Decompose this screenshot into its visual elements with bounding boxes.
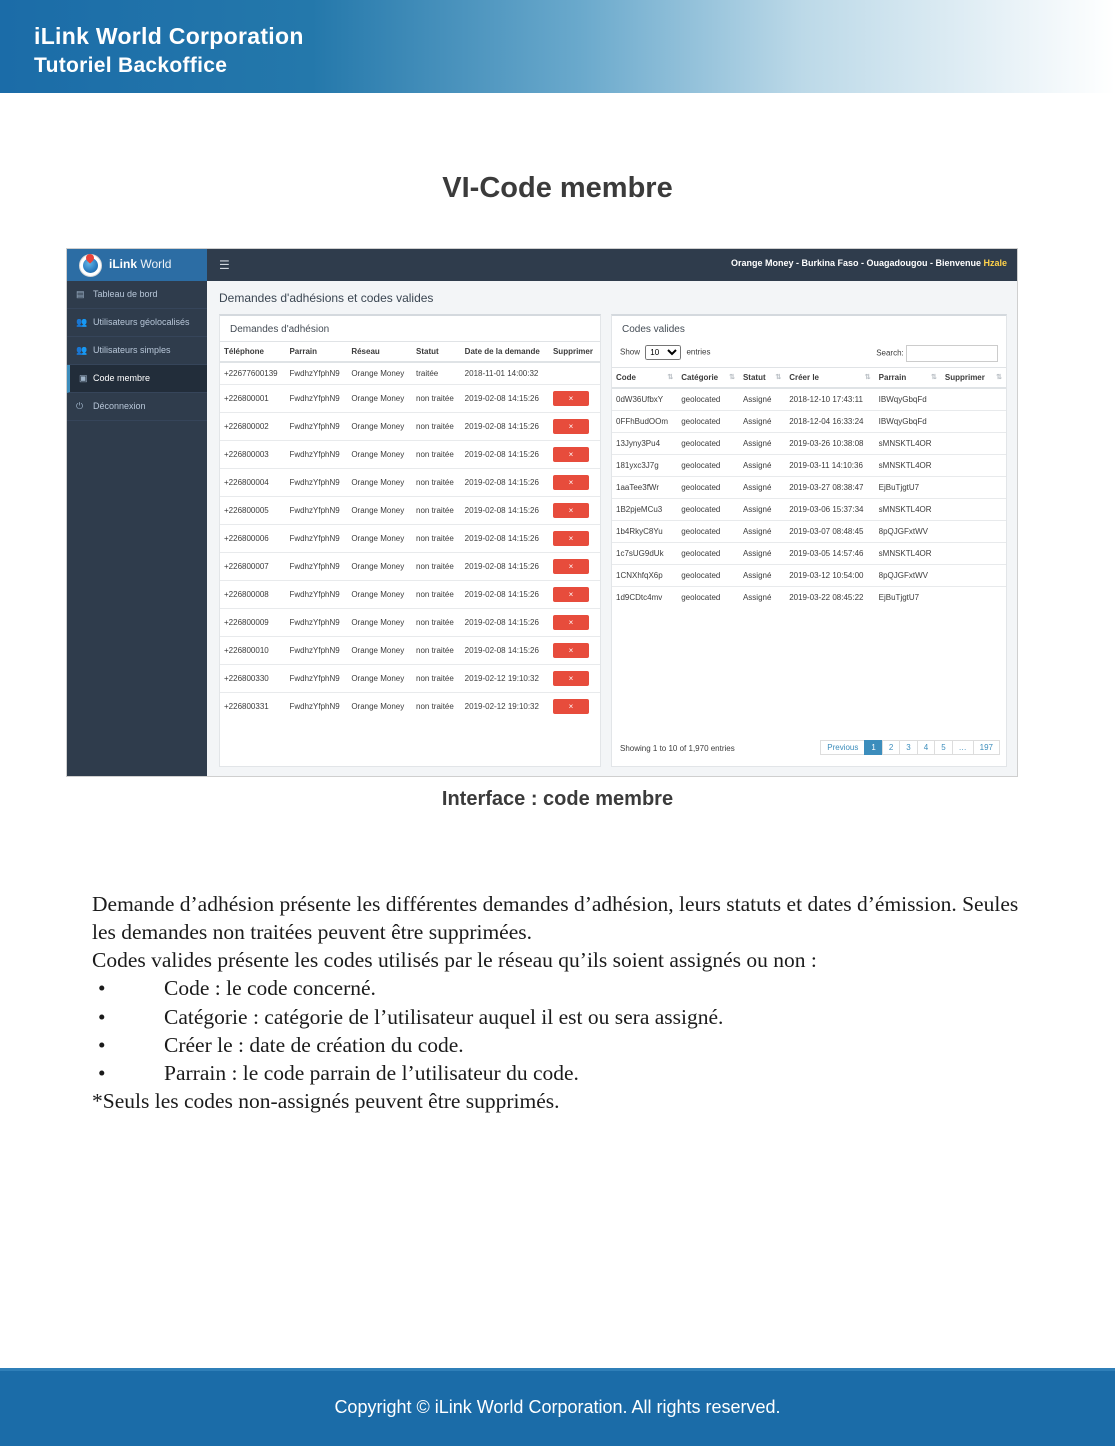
cell-statut: non traitée <box>412 665 461 693</box>
cell-code: 13Jyny3Pu4 <box>612 433 677 455</box>
cell-categorie: geolocated <box>677 433 739 455</box>
sidebar-item-code-membre[interactable] <box>67 365 207 393</box>
app-logo-text <box>109 257 171 271</box>
cell-categorie: geolocated <box>677 565 739 587</box>
cell-parrain: FwdhzYfphN9 <box>285 637 347 665</box>
column-date-demande: Date de la demande <box>461 342 549 363</box>
cell-reseau: Orange Money <box>347 665 412 693</box>
cell-parrain: EjBuTjgtU7 <box>875 477 941 499</box>
cell-telephone: +226800003 <box>220 441 285 469</box>
cell-parrain: FwdhzYfphN9 <box>285 553 347 581</box>
panel-codes-valides <box>611 314 1007 767</box>
navbar-user-info <box>731 258 1007 268</box>
cell-statut: non traitée <box>412 441 461 469</box>
cell-categorie: geolocated <box>677 388 739 411</box>
page-footer <box>0 1368 1115 1446</box>
cell-reseau: Orange Money <box>347 413 412 441</box>
column-statut[interactable] <box>739 368 785 389</box>
cell-statut: non traitée <box>412 385 461 413</box>
cell-telephone: +226800331 <box>220 693 285 721</box>
table-row <box>220 553 600 581</box>
cell-categorie: geolocated <box>677 521 739 543</box>
table-row <box>612 521 1006 543</box>
cell-creer-le: 2019-03-26 10:38:08 <box>785 433 874 455</box>
users-icon: 👥 <box>76 345 88 355</box>
cell-telephone: +226800002 <box>220 413 285 441</box>
search-input[interactable] <box>906 345 998 362</box>
cell-supprimer <box>941 388 1006 411</box>
cell-reseau: Orange Money <box>347 469 412 497</box>
app-content <box>207 281 1017 776</box>
delete-button[interactable]: × <box>553 559 589 574</box>
sidebar-item-label: Déconnexion <box>93 401 146 411</box>
bullet-item <box>92 1059 1022 1087</box>
cell-parrain: FwdhzYfphN9 <box>285 413 347 441</box>
cell-code: 1d9CDtc4mv <box>612 587 677 609</box>
cell-code: 0dW36UfbxY <box>612 388 677 411</box>
dashboard-icon: ▤ <box>76 289 85 299</box>
sort-icon[interactable]: ⇅ <box>667 374 674 381</box>
pagination-button[interactable]: 5 <box>934 740 952 755</box>
cell-reseau: Orange Money <box>347 441 412 469</box>
cell-statut: Assigné <box>739 543 785 565</box>
page-header-banner <box>0 0 1115 93</box>
cell-supprimer <box>549 441 600 469</box>
figure-caption: Interface : code membre <box>441 788 674 810</box>
cell-supprimer <box>941 499 1006 521</box>
table-row <box>612 543 1006 565</box>
sidebar-item-label: Utilisateurs géolocalisés <box>93 317 190 327</box>
table-row <box>220 665 600 693</box>
pagination-button[interactable]: 3 <box>899 740 917 755</box>
cell-date: 2019-02-08 14:15:26 <box>461 385 549 413</box>
table-row <box>220 441 600 469</box>
column-supprimer[interactable] <box>941 368 1006 389</box>
bullet-item <box>92 974 1022 1002</box>
cell-date: 2019-02-08 14:15:26 <box>461 609 549 637</box>
pagination-button[interactable]: 2 <box>882 740 900 755</box>
cell-statut: non traitée <box>412 609 461 637</box>
cell-parrain: FwdhzYfphN9 <box>285 693 347 721</box>
delete-button[interactable]: × <box>553 475 589 490</box>
users-icon: 👥 <box>76 317 88 327</box>
table-row <box>220 385 600 413</box>
cell-reseau: Orange Money <box>347 385 412 413</box>
cell-parrain: sMNSKTL4OR <box>875 455 941 477</box>
sidebar-item-label: Code membre <box>93 373 151 383</box>
cell-telephone: +22677600139 <box>220 362 285 385</box>
cell-supprimer <box>549 609 600 637</box>
table-row <box>220 525 600 553</box>
cell-creer-le: 2019-03-06 15:37:34 <box>785 499 874 521</box>
delete-button[interactable]: × <box>553 503 589 518</box>
column-creer-le-label: Créer le <box>789 373 819 382</box>
navbar-username: Hzale <box>983 258 1007 268</box>
cell-statut: non traitée <box>412 637 461 665</box>
datatable-controls <box>612 341 1006 367</box>
cell-categorie: geolocated <box>677 411 739 433</box>
pagination-button[interactable]: Previous <box>820 740 865 755</box>
cell-date: 2019-02-08 14:15:26 <box>461 553 549 581</box>
cell-parrain: sMNSKTL4OR <box>875 543 941 565</box>
cell-date: 2019-02-08 14:15:26 <box>461 637 549 665</box>
bullet-dot: • <box>98 976 106 1001</box>
paragraph-1: Demande d’adhésion présente les différentes demandes d’adhésion, leurs statuts et dates d’émission. Seules les demandes non traitées peuvent être supprimées. <box>92 892 1019 945</box>
cell-telephone: +226800001 <box>220 385 285 413</box>
table-row <box>220 581 600 609</box>
cell-date: 2019-02-08 14:15:26 <box>461 525 549 553</box>
column-reseau: Réseau <box>347 342 412 363</box>
codes-table <box>612 367 1006 608</box>
cell-parrain: FwdhzYfphN9 <box>285 497 347 525</box>
app-logo[interactable] <box>67 249 207 281</box>
column-statut-label: Statut <box>742 373 766 382</box>
pagination <box>821 740 1000 755</box>
cell-supprimer <box>941 411 1006 433</box>
cell-creer-le: 2019-03-12 10:54:00 <box>785 565 874 587</box>
column-telephone: Téléphone <box>220 342 285 363</box>
table-row <box>612 499 1006 521</box>
cell-supprimer <box>549 581 600 609</box>
bullet-item <box>92 1003 1022 1031</box>
cell-statut: non traitée <box>412 553 461 581</box>
cell-date: 2018-11-01 14:00:32 <box>461 362 549 385</box>
sidebar-item-deconnexion[interactable] <box>67 393 207 421</box>
table-row <box>220 693 600 721</box>
cell-supprimer <box>941 477 1006 499</box>
cell-date: 2019-02-08 14:15:26 <box>461 413 549 441</box>
table-row <box>612 565 1006 587</box>
column-creer-le[interactable] <box>785 368 874 389</box>
sidebar-item-label: Tableau de bord <box>93 289 158 299</box>
cell-statut: Assigné <box>739 477 785 499</box>
delete-button[interactable]: × <box>553 699 589 714</box>
page-title: VI-Code membre <box>442 172 673 204</box>
cell-parrain: IBWqyGbqFd <box>875 388 941 411</box>
pagination-button[interactable]: … <box>952 740 974 755</box>
table-row <box>220 413 600 441</box>
bullet-text: Code : le code concerné. <box>164 976 376 1001</box>
sort-icon[interactable]: ⇅ <box>775 374 782 381</box>
cell-date: 2019-02-08 14:15:26 <box>461 441 549 469</box>
cell-statut: traitée <box>412 362 461 385</box>
cell-statut: Assigné <box>739 565 785 587</box>
panel-demandes-adhesion <box>219 314 601 767</box>
brand-subtitle: Tutoriel Backoffice <box>34 54 228 77</box>
cell-statut: non traitée <box>412 497 461 525</box>
cell-date: 2019-02-08 14:15:26 <box>461 469 549 497</box>
power-icon: ⏻ <box>76 401 84 411</box>
pagination-button[interactable]: 4 <box>917 740 935 755</box>
cell-categorie: geolocated <box>677 499 739 521</box>
card-icon: ▣ <box>79 373 88 383</box>
cell-statut: Assigné <box>739 455 785 477</box>
cell-statut: non traitée <box>412 693 461 721</box>
cell-statut: non traitée <box>412 469 461 497</box>
column-supprimer-label: Supprimer <box>944 373 985 382</box>
delete-button[interactable]: × <box>553 643 589 658</box>
table-row <box>612 477 1006 499</box>
table-header-row <box>612 368 1006 389</box>
cell-supprimer <box>941 565 1006 587</box>
table-header-row <box>220 342 600 363</box>
cell-statut: Assigné <box>739 499 785 521</box>
cell-code: 1CNXhfqX6p <box>612 565 677 587</box>
table-row <box>220 637 600 665</box>
bullet-dot: • <box>98 1032 106 1057</box>
cell-date: 2019-02-12 19:10:32 <box>461 665 549 693</box>
cell-code: 181yxc3J7g <box>612 455 677 477</box>
copyright-text: Copyright © iLink World Corporation. All rights reserved. <box>334 1397 781 1417</box>
delete-button[interactable]: × <box>553 615 589 630</box>
cell-supprimer <box>549 497 600 525</box>
column-parrain[interactable] <box>875 368 941 389</box>
hamburger-icon[interactable]: ☰ <box>219 258 230 272</box>
entries-label: entries <box>686 347 711 357</box>
search-control <box>876 345 998 362</box>
cell-reseau: Orange Money <box>347 497 412 525</box>
panel-left-title: Demandes d'adhésion <box>230 324 330 335</box>
cell-telephone: +226800330 <box>220 665 285 693</box>
sort-icon[interactable]: ⇅ <box>930 374 937 381</box>
datatable-footer <box>612 740 1006 760</box>
cell-categorie: geolocated <box>677 587 739 609</box>
paragraph-2: Codes valides présente les codes utilisés par le réseau qu’ils soient assignés ou non : <box>92 948 817 973</box>
cell-categorie: geolocated <box>677 543 739 565</box>
cell-creer-le: 2019-03-07 08:48:45 <box>785 521 874 543</box>
cell-parrain: 8pQJGFxtWV <box>875 521 941 543</box>
cell-parrain: FwdhzYfphN9 <box>285 609 347 637</box>
cell-telephone: +226800007 <box>220 553 285 581</box>
cell-reseau: Orange Money <box>347 637 412 665</box>
cell-supprimer <box>549 362 600 385</box>
delete-button[interactable]: × <box>553 391 589 406</box>
cell-date: 2019-02-08 14:15:26 <box>461 581 549 609</box>
cell-statut: Assigné <box>739 521 785 543</box>
content-heading: Demandes d'adhésions et codes valides <box>219 291 434 305</box>
cell-creer-le: 2019-03-27 08:38:47 <box>785 477 874 499</box>
cell-code: 1B2pjeMCu3 <box>612 499 677 521</box>
sort-icon[interactable]: ⇅ <box>996 374 1002 381</box>
page-length-control <box>620 345 711 360</box>
cell-code: 0FFhBudOOm <box>612 411 677 433</box>
table-row <box>220 609 600 637</box>
delete-button[interactable]: × <box>553 447 589 462</box>
page-length-select[interactable] <box>645 345 681 360</box>
cell-creer-le: 2018-12-04 16:33:24 <box>785 411 874 433</box>
demandes-table <box>220 341 600 720</box>
cell-parrain: sMNSKTL4OR <box>875 433 941 455</box>
delete-button[interactable]: × <box>553 587 589 602</box>
app-navbar <box>67 249 1017 281</box>
cell-parrain: EjBuTjgtU7 <box>875 587 941 609</box>
cell-statut: Assigné <box>739 388 785 411</box>
cell-reseau: Orange Money <box>347 693 412 721</box>
cell-creer-le: 2019-03-22 08:45:22 <box>785 587 874 609</box>
cell-supprimer <box>549 665 600 693</box>
bullet-text: Créer le : date de création du code. <box>164 1032 464 1057</box>
panel-right-title: Codes valides <box>622 324 685 335</box>
app-screenshot <box>66 248 1018 777</box>
bullet-dot: • <box>98 1060 106 1085</box>
show-label: Show <box>620 347 641 357</box>
table-row <box>220 362 600 385</box>
sidebar-item-utilisateurs-simples[interactable] <box>67 337 207 365</box>
cell-telephone: +226800010 <box>220 637 285 665</box>
brand-name: iLink World Corporation <box>34 23 304 49</box>
column-categorie-label: Catégorie <box>681 373 719 382</box>
column-code[interactable] <box>612 368 677 389</box>
table-row <box>612 455 1006 477</box>
cell-code: 1c7sUG9dUk <box>612 543 677 565</box>
cell-statut: non traitée <box>412 581 461 609</box>
cell-parrain: IBWqyGbqFd <box>875 411 941 433</box>
sidebar-item-label: Utilisateurs simples <box>93 345 171 355</box>
cell-supprimer <box>941 455 1006 477</box>
cell-reseau: Orange Money <box>347 609 412 637</box>
column-statut: Statut <box>412 342 461 363</box>
cell-parrain: FwdhzYfphN9 <box>285 525 347 553</box>
cell-supprimer <box>549 693 600 721</box>
cell-telephone: +226800005 <box>220 497 285 525</box>
cell-supprimer <box>549 413 600 441</box>
cell-telephone: +226800009 <box>220 609 285 637</box>
cell-statut: Assigné <box>739 411 785 433</box>
search-label: Search: <box>876 348 904 358</box>
bullet-dot: • <box>98 1004 106 1029</box>
column-parrain-label: Parrain <box>878 373 907 382</box>
column-parrain: Parrain <box>285 342 347 363</box>
sort-icon[interactable]: ⇅ <box>864 374 871 381</box>
cell-parrain: FwdhzYfphN9 <box>285 385 347 413</box>
bullet-text: Catégorie : catégorie de l’utilisateur auquel il est ou sera assigné. <box>164 1004 724 1029</box>
pagination-button[interactable]: 197 <box>973 740 1000 755</box>
navbar-context-label: Orange Money - Burkina Faso - Ouagadougou - Bienvenue <box>730 258 984 268</box>
cell-statut: non traitée <box>412 525 461 553</box>
cell-creer-le: 2019-03-05 14:57:46 <box>785 543 874 565</box>
note-text: *Seuls les codes non-assignés peuvent être supprimés. <box>92 1089 560 1114</box>
table-row <box>220 497 600 525</box>
table-row <box>612 388 1006 411</box>
table-row <box>612 433 1006 455</box>
bullet-item <box>92 1031 1022 1059</box>
cell-parrain: FwdhzYfphN9 <box>285 665 347 693</box>
cell-reseau: Orange Money <box>347 525 412 553</box>
cell-creer-le: 2018-12-10 17:43:11 <box>785 388 874 411</box>
cell-statut: Assigné <box>739 433 785 455</box>
cell-supprimer <box>549 637 600 665</box>
globe-pin-icon <box>79 254 102 277</box>
cell-date: 2019-02-08 14:15:26 <box>461 497 549 525</box>
cell-supprimer <box>941 433 1006 455</box>
app-sidebar <box>67 281 207 776</box>
cell-supprimer <box>549 525 600 553</box>
sidebar-item-tableau-de-bord[interactable] <box>67 281 207 309</box>
cell-supprimer <box>941 587 1006 609</box>
column-code-label: Code <box>616 373 636 382</box>
cell-date: 2019-02-12 19:10:32 <box>461 693 549 721</box>
cell-telephone: +226800004 <box>220 469 285 497</box>
delete-button[interactable]: × <box>553 531 589 546</box>
cell-supprimer <box>941 543 1006 565</box>
app-logo-light: World <box>137 257 172 271</box>
cell-statut: Assigné <box>739 587 785 609</box>
cell-code: 1aaTee3fWr <box>612 477 677 499</box>
delete-button[interactable]: × <box>553 419 589 434</box>
column-supprimer: Supprimer <box>549 342 600 363</box>
sort-icon[interactable]: ⇅ <box>729 374 735 381</box>
column-categorie[interactable] <box>677 368 739 389</box>
delete-button[interactable]: × <box>553 671 589 686</box>
cell-categorie: geolocated <box>677 477 739 499</box>
cell-parrain: sMNSKTL4OR <box>875 499 941 521</box>
app-logo-bold: iLink <box>109 257 138 271</box>
cell-reseau: Orange Money <box>347 362 412 385</box>
table-row <box>220 469 600 497</box>
cell-statut: non traitée <box>412 413 461 441</box>
table-row <box>612 587 1006 609</box>
cell-supprimer <box>941 521 1006 543</box>
cell-reseau: Orange Money <box>347 581 412 609</box>
cell-code: 1b4RkyC8Yu <box>612 521 677 543</box>
cell-telephone: +226800006 <box>220 525 285 553</box>
cell-creer-le: 2019-03-11 14:10:36 <box>785 455 874 477</box>
cell-categorie: geolocated <box>677 455 739 477</box>
cell-telephone: +226800008 <box>220 581 285 609</box>
cell-reseau: Orange Money <box>347 553 412 581</box>
entries-info: Showing 1 to 10 of 1,970 entries <box>620 744 735 753</box>
body-text <box>92 890 1022 1115</box>
pagination-button[interactable]: 1 <box>864 740 882 755</box>
cell-supprimer <box>549 385 600 413</box>
cell-parrain: 8pQJGFxtWV <box>875 565 941 587</box>
table-row <box>612 411 1006 433</box>
cell-supprimer <box>549 469 600 497</box>
cell-supprimer <box>549 553 600 581</box>
cell-parrain: FwdhzYfphN9 <box>285 469 347 497</box>
bullet-text: Parrain : le code parrain de l’utilisateur du code. <box>164 1060 579 1085</box>
sidebar-item-utilisateurs-geolocalises[interactable] <box>67 309 207 337</box>
cell-parrain: FwdhzYfphN9 <box>285 581 347 609</box>
cell-parrain: FwdhzYfphN9 <box>285 362 347 385</box>
cell-parrain: FwdhzYfphN9 <box>285 441 347 469</box>
